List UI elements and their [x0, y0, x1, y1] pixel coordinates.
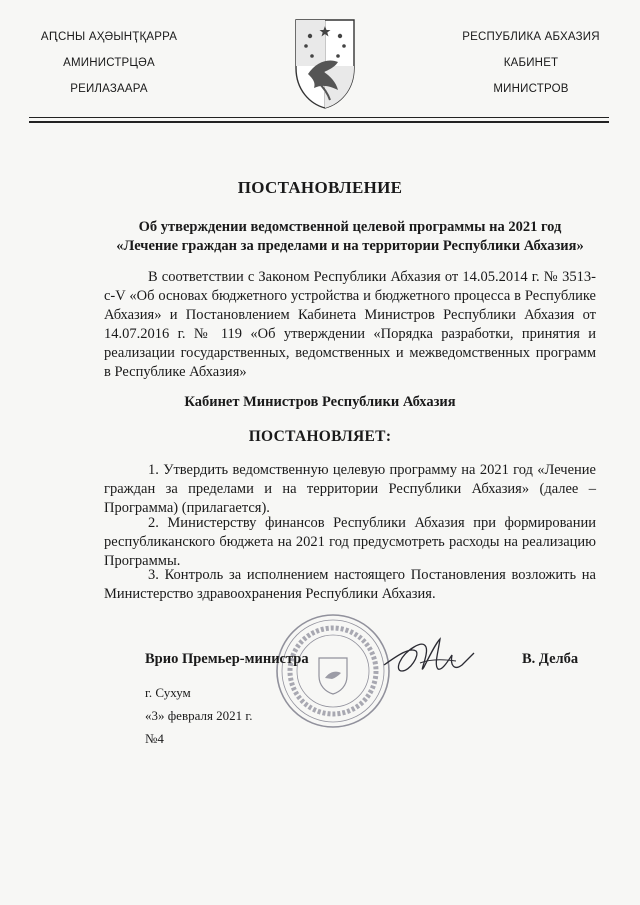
header-abkhaz-line-1: АԤСНЫ АҲӘЫНҬҚАРРА: [40, 31, 178, 43]
resolution-item-2: 2. Министерству финансов Республики Абхазия при формировании республиканского бюджета на 2021 год предусмотреть расходы на реализацию Программы.: [104, 515, 596, 569]
official-seal-stamp: [274, 612, 392, 730]
subject-line-1: Об утверждении ведомственной целевой программы на 2021 год: [138, 219, 562, 235]
header-abkhaz-line-3: РЕИЛАЗААРА: [70, 83, 148, 95]
subject-line-2: «Лечение граждан за пределами и на территории Республики Абхазия»: [116, 238, 584, 254]
header-divider-thin: [29, 117, 609, 118]
header-russian-line-2: КАБИНЕТ: [503, 57, 559, 69]
issuer-line: Кабинет Министров Республики Абхазия: [184, 394, 456, 410]
resolution-item-1: 1. Утвердить ведомственную целевую программу на 2021 год «Лечение граждан за пределами и на территории Республики Абхазия» (далее – Программа) (прилагается).: [104, 462, 596, 516]
signatory-name: В. Делба: [522, 651, 579, 667]
resolves-heading: ПОСТАНОВЛЯЕТ:: [248, 428, 392, 445]
header-russian-line-3: МИНИСТРОВ: [493, 83, 569, 95]
resolution-item-3: 3. Контроль за исполнением настоящего Постановления возложить на Министерство здравоохранения Республики Абхазия.: [104, 567, 596, 602]
header-abkhaz: [30, 30, 188, 108]
header-russian: [446, 30, 616, 108]
header-divider-thick: [29, 121, 609, 123]
header-russian-line-1: РЕСПУБЛИКА АБХАЗИЯ: [462, 31, 600, 43]
handwritten-signature: [380, 625, 480, 685]
header-abkhaz-line-2: АМИНИСТРЦӘА: [63, 57, 155, 69]
coat-of-arms-emblem: [294, 16, 356, 110]
document-subject: [100, 218, 600, 256]
document-title: ПОСТАНОВЛЕНИЕ: [237, 178, 403, 197]
document-number: №4: [145, 731, 164, 746]
date-of-issue: «3» февраля 2021 г.: [145, 708, 253, 723]
place-of-issue: г. Сухум: [145, 685, 191, 700]
preamble-paragraph: В соответствии с Законом Республики Абхазия от 14.05.2014 г. № 3513-с-V «Об основах бюджетного устройства и бюджетного процесса в Республике Абхазия» и Постановлением Кабинета Министров Республики Абхазия от 14.07.2016 г. № 119 «Об утверждении «Порядка разработки, принятия и реализации государственных, ведомственных и межведомственных программ в Республике Абхазия»: [104, 269, 596, 380]
signatory-role: Врио Премьер-министра: [145, 651, 309, 667]
